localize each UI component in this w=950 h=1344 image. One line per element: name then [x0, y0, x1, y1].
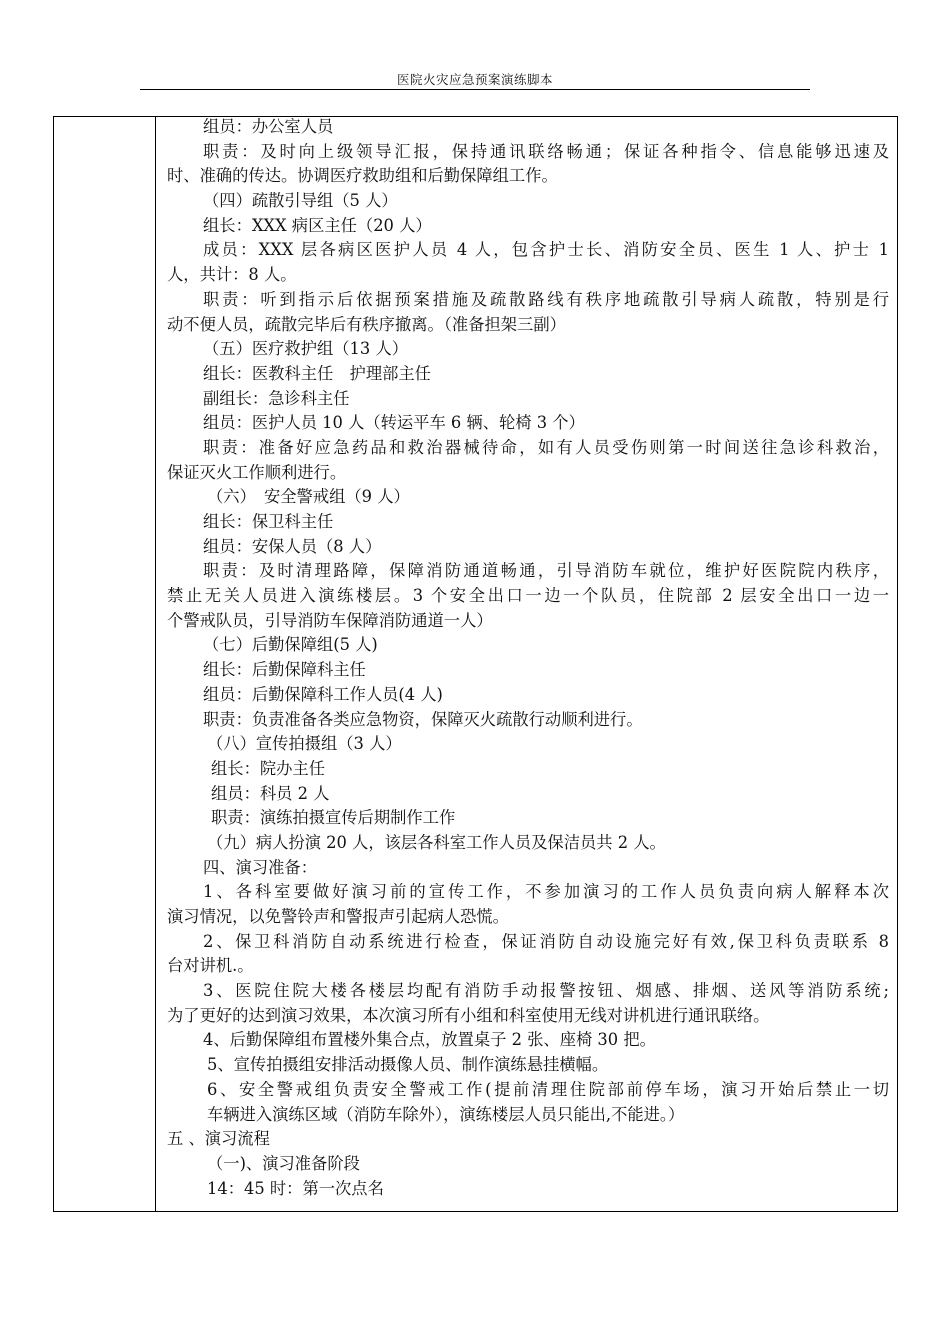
text-line: 6、安全警戒组负责安全警戒工作(提前清理住院部前停车场，演习开始后禁止一切: [207, 1079, 889, 1099]
text-line: 职责：听到指示后依据预案措施及疏散路线有秩序地疏散引导病人疏散，特别是行: [203, 289, 889, 309]
text-line: （九）病人扮演 20 人，该层各科室工作人员及保洁员共 2 人。: [207, 832, 666, 852]
text-line: 时、准确的传达。协调医疗救助组和后勤保障组工作。: [167, 166, 558, 186]
text-line: 组员：安保人员（8 人）: [203, 536, 382, 556]
text-line: （四）疏散引导组（5 人）: [203, 191, 398, 211]
text-line: （七）后勤保障组(5 人): [203, 635, 378, 655]
text-line: 2、保卫科消防自动系统进行检查，保证消防自动设施完好有效,保卫科负责联系 8: [203, 931, 889, 951]
text-line: 5、宣传拍摄组安排活动摄像人员、制作演练悬挂横幅。: [207, 1055, 609, 1075]
text-line: 五 、演习流程: [167, 1129, 270, 1149]
text-line: 组长：保卫科主任: [203, 512, 334, 531]
text-line: 禁止无关人员进入演练楼层。3 个安全出口一边一个队员，住院部 2 层安全出口一边一: [167, 586, 889, 606]
page-header: 医院火灾应急预案演练脚本: [396, 72, 553, 87]
text-line: （八）宣传拍摄组（3 人）: [207, 734, 402, 754]
text-line: 组员：科员 2 人: [211, 783, 330, 803]
text-line: 台对讲机.。: [167, 956, 254, 976]
text-line: 职责：准备好应急药品和救治器械待命，如有人员受伤则第一时间送往急诊科救治，: [203, 437, 889, 457]
content-cell: [167, 115, 889, 1201]
text-line: 车辆进入演练区域（消防车除外），演练楼层人员只能出,不能进。）: [207, 1104, 685, 1124]
text-line: 4、后勤保障组布置楼外集合点，放置桌子 2 张、座椅 30 把。: [203, 1030, 656, 1050]
text-line: 组长：医教科主任 护理部主任: [203, 363, 431, 383]
text-line: 组员：办公室人员: [203, 117, 334, 136]
text-line: 职责：演练拍摄宣传后期制作工作: [211, 808, 456, 828]
text-line: 保证灭火工作顺利进行。: [167, 462, 347, 482]
text-line: 组员：后勤保障科工作人员(4 人): [203, 684, 443, 704]
text-line: 职责：及时清理路障，保障消防通道畅通，引导消防车就位，维护好医院院内秩序，: [203, 561, 889, 581]
text-line: 14：45 时：第一次点名: [207, 1178, 384, 1198]
text-line: 3、医院住院大楼各楼层均配有消防手动报警按钮、烟感、排烟、送风等消防系统;: [203, 981, 889, 1001]
text-line: 1、各科室要做好演习前的宣传工作，不参加演习的工作人员负责向病人解释本次: [203, 882, 889, 902]
text-line: 组长：XXX 病区主任（20 人）: [203, 215, 432, 235]
text-line: 副组长：急诊科主任: [203, 388, 350, 408]
content-table: [53, 116, 898, 1212]
text-line: 四、演习准备：: [203, 857, 317, 877]
left-column-cell: [54, 117, 156, 1211]
text-line: 组员：医护人员 10 人（转运平车 6 辆、轮椅 3 个）: [203, 413, 585, 433]
text-line: 个警戒队员，引导消防车保障消防通道一人）: [167, 610, 493, 630]
text-line: 职责：及时向上级领导汇报，保持通讯联络畅通；保证各种指令、信息能够迅速及: [203, 141, 889, 161]
text-line: 演习情况，以免警铃声和警报声引起病人恐慌。: [167, 907, 509, 926]
text-line: 为了更好的达到演习效果，本次演习所有小组和科室使用无线对讲机进行通讯联络。: [167, 1005, 770, 1025]
text-line: （一)、演习准备阶段: [207, 1153, 360, 1173]
text-line: 动不便人员，疏散完毕后有秩序撤离。（准备担架三副）: [167, 314, 566, 334]
text-line: 组长：院办主任: [211, 758, 325, 778]
text-line: （六） 安全警戒组（9 人）: [207, 487, 410, 507]
header-rule: [140, 89, 810, 90]
text-line: 组长：后勤保障科主任: [203, 660, 366, 680]
text-line: 成员：XXX 层各病区医护人员 4 人，包含护士长、消防安全员、医生 1 人、护士 1: [203, 240, 889, 260]
text-line: 人，共计：8 人。: [167, 265, 297, 285]
text-line: （五）医疗救护组（13 人）: [203, 339, 408, 359]
text-line: 职责：负责准备各类应急物资，保障灭火疏散行动顺利进行。: [203, 709, 643, 729]
